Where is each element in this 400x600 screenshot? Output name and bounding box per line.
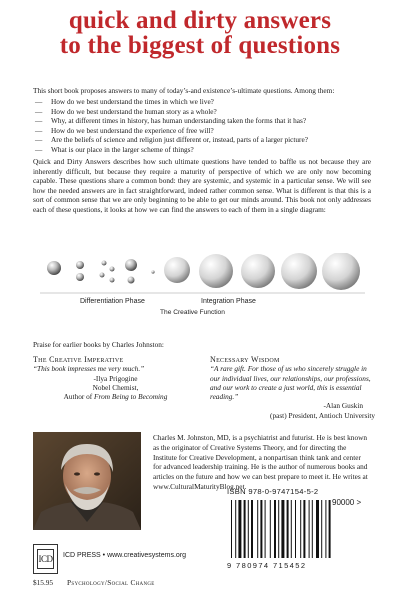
sphere: [322, 253, 360, 290]
list-item: [33, 107, 371, 117]
question-text: Why, at different times in history, has human understanding taken the forms that it has?: [51, 116, 307, 126]
book-category: Psychology/Social Change: [67, 578, 155, 587]
integration-phase-label: Integration Phase: [201, 298, 256, 305]
question-text: How do we best understand the human story as a whole?: [51, 106, 217, 116]
barcode-bar: [238, 500, 241, 558]
sphere: [76, 273, 84, 281]
sphere: [164, 257, 190, 283]
praise-heading: Praise for earlier books by Charles Johnston:: [33, 340, 164, 349]
creative-function-spheres: [40, 253, 365, 298]
praise-name: -Alan Guskin: [323, 401, 363, 411]
barcode-bar: [312, 500, 313, 558]
barcode-bar: [265, 500, 266, 558]
list-item: [33, 97, 371, 107]
barcode-bar: [321, 500, 322, 558]
barcode-bar: [291, 500, 292, 558]
dash-bullet: —: [35, 125, 43, 135]
question-text: Are the beliefs of science and religion just different or, instead, parts of a larger picture?: [51, 135, 308, 145]
barcode-bar: [295, 500, 296, 558]
praise-book-title: Necessary Wisdom: [210, 355, 280, 364]
sphere: [241, 254, 275, 288]
sphere: [100, 273, 105, 278]
praise-role: Nobel Chemist,: [92, 382, 139, 392]
praise-quote: “This book impresses me very much.”: [33, 364, 145, 374]
intro-paragraph: This short book proposes answers to many of today’s-and existence’s-ultimate questions. Among them:: [33, 86, 335, 95]
list-item: [33, 116, 371, 126]
praise-quote: “A rare gift. For those of us who sincerely struggle in our individual lives, our relationships, our professions, and our work to create a just world, this is essential reading.”: [210, 364, 371, 402]
logo-text: ICD: [37, 549, 54, 569]
isbn-block: [227, 487, 373, 575]
sphere: [199, 254, 233, 288]
sphere: [102, 261, 107, 266]
back-cover-title: [0, 8, 400, 58]
sphere: [76, 261, 84, 269]
barcode-bar: [260, 500, 262, 558]
list-item: [33, 145, 371, 155]
barcode-bar: [281, 500, 284, 558]
barcode-bar: [274, 500, 276, 558]
publisher-line: ICD PRESS • www.creativesystems.org: [63, 552, 187, 559]
question-text: How do we best understand the experience of free will?: [51, 125, 214, 135]
dash-bullet: —: [35, 97, 43, 106]
barcode-bar: [303, 500, 305, 558]
barcode-bar: [235, 500, 236, 558]
praise-block-left: [33, 355, 198, 401]
sphere: [281, 253, 317, 289]
barcode-digits: 9 780974 715452: [227, 561, 307, 570]
dash-bullet: —: [35, 106, 43, 116]
list-item: [33, 126, 371, 136]
question-list: [33, 97, 371, 155]
price-code: 90000 >: [332, 498, 362, 507]
barcode-bar: [278, 500, 279, 558]
book-price: $15.95: [33, 578, 54, 587]
barcode-bar: [231, 500, 232, 558]
author-bio: Charles M. Johnston, MD, is a psychiatrist and futurist. He is best known as the originator of Creative Systems Theory, and for directing the Institute for Creative Development, a nonpartisan think tank and center for advanced leadership training. He is the author of numerous books and articles on the future and how we can best prepare to meet it. He writes at www.CulturalMaturityBlog.net.: [153, 433, 368, 491]
sphere: [151, 270, 154, 273]
dash-bullet: —: [35, 116, 43, 126]
sphere: [110, 278, 115, 283]
praise-role: (past) President, Antioch University: [270, 410, 375, 420]
barcode-bar: [248, 500, 249, 558]
list-item: [33, 135, 371, 145]
publisher-logo: [33, 544, 58, 574]
praise-author-of: [33, 392, 198, 401]
differentiation-phase-label: Differentiation Phase: [80, 298, 145, 305]
dash-bullet: —: [35, 135, 43, 145]
isbn-label: ISBN 978-0-9747154-5-2: [227, 487, 319, 496]
barcode-bar: [244, 500, 246, 558]
barcode-bar: [257, 500, 258, 558]
question-text: How do we best understand the times in which we live?: [51, 97, 214, 106]
sphere: [47, 261, 61, 275]
author-of-title: From Being to Becoming: [94, 392, 168, 402]
description-paragraph: Quick and Dirty Answers describes how such ultimate questions have tended to baffle us not because they are inherently difficult, but because they require a maturity of perspective of which we are only now becoming capable. These questions share a common bond: they are systemic, and systemic in a particular sense. We will see how the needed answers are in fact straightforward, indeed rather common sense. What is different is that this is a sort of common sense that we are only beginning to be able to get our minds around. This book not only addresses each of these questions, it looks at how we can find the answers to each of them in a single diagram:: [33, 157, 371, 214]
author-portrait: [33, 432, 141, 530]
barcode-bar: [270, 500, 271, 558]
question-text: What is our place in the larger scheme of things?: [51, 144, 194, 154]
praise-block-right: [210, 355, 375, 420]
title-line-2: to the biggest of questions: [59, 32, 341, 59]
dash-bullet: —: [35, 144, 43, 154]
barcode-bar: [325, 500, 326, 558]
title-line-1: quick and dirty answers: [68, 7, 332, 34]
barcode-bar: [287, 500, 289, 558]
author-photo: [33, 432, 141, 530]
barcode-bar: [329, 500, 331, 558]
sphere: [110, 267, 115, 272]
praise-book-title: The Creative Imperative: [33, 355, 124, 364]
barcode-bar: [251, 500, 253, 558]
author-of-prefix: Author of: [63, 392, 95, 402]
praise-name: -Ilya Prigogine: [93, 373, 138, 383]
barcode-bar: [300, 500, 301, 558]
barcode: [227, 498, 373, 560]
sphere: [128, 277, 135, 284]
barcode-bar: [309, 500, 310, 558]
barcode-bar: [316, 500, 319, 558]
diagram-caption: The Creative Function: [160, 309, 225, 316]
sphere: [125, 259, 137, 271]
